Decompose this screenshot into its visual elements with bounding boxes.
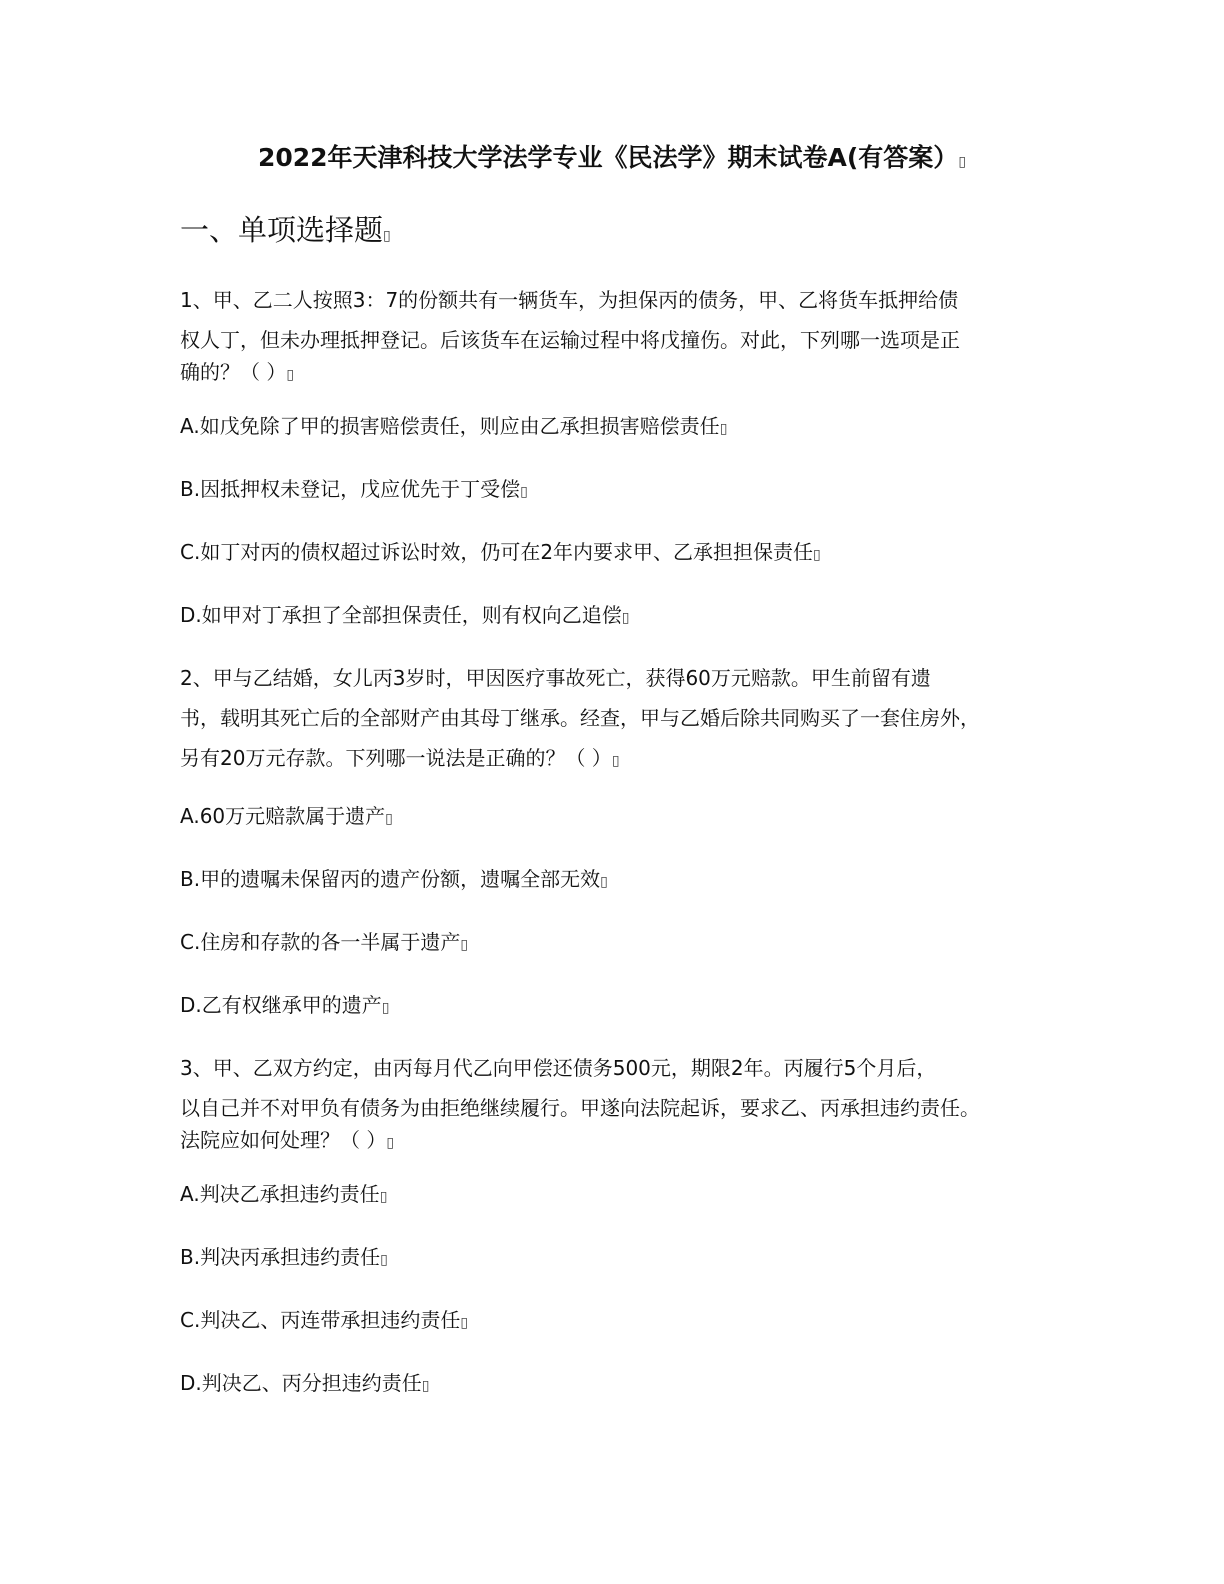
paragraph-mark-icon: ▯ [381, 1000, 390, 1016]
question-1-option-b [180, 473, 528, 508]
option-text: A.60万元赔款属于遗产 [180, 804, 386, 828]
option-text: B.因抵押权未登记，戊应优先于丁受偿 [180, 477, 521, 501]
option-text: C.判决乙、丙连带承担违约责任 [180, 1308, 461, 1332]
question-3-line-3-text: 法院应如何处理？（ ） [180, 1128, 387, 1152]
question-1-line-2: 权人丁，但未办理抵押登记。后该货车在运输过程中将戊撞伤。对此，下列哪一选项是正 [180, 328, 960, 352]
question-1-option-d [180, 599, 629, 634]
question-2-line-3-text: 另有20万元存款。下列哪一说法是正确的？（ ） [180, 746, 612, 770]
option-text: C.住房和存款的各一半属于遗产 [180, 930, 461, 954]
paragraph-mark-icon: ▯ [460, 937, 469, 953]
paragraph-mark-icon: ▯ [421, 1378, 430, 1394]
page-title [150, 138, 1074, 182]
paragraph-mark-icon: ▯ [383, 228, 391, 244]
section-heading [180, 208, 391, 258]
option-text: C.如丁对丙的债权超过诉讼时效，仍可在2年内要求甲、乙承担担保责任 [180, 540, 814, 564]
question-2-line-3 [180, 738, 1060, 781]
option-text: D.如甲对丁承担了全部担保责任，则有权向乙追偿 [180, 603, 622, 627]
question-3 [180, 1048, 1060, 1163]
paragraph-mark-icon: ▯ [379, 1189, 388, 1205]
question-1-option-a [180, 410, 727, 445]
question-2-option-b [180, 863, 608, 898]
paragraph-mark-icon: ▯ [386, 1135, 395, 1151]
question-2-line-1: 2、甲与乙结婚，女儿丙3岁时，甲因医疗事故死亡，获得60万元赔款。甲生前留有遗 [180, 666, 931, 690]
paragraph-mark-icon: ▯ [600, 874, 608, 890]
option-text: B.判决丙承担违约责任 [180, 1245, 381, 1269]
question-2-option-a [180, 800, 393, 835]
question-3-option-b [180, 1241, 388, 1276]
paragraph-mark-icon: ▯ [286, 367, 295, 383]
paragraph-mark-icon: ▯ [611, 753, 620, 769]
paragraph-mark-icon: ▯ [385, 811, 393, 827]
question-3-option-d [180, 1367, 429, 1402]
question-3-line-2: 以自己并不对甲负有债务为由拒绝继续履行。甲遂向法院起诉，要求乙、丙承担违约责任。 [180, 1096, 980, 1120]
paragraph-mark-icon: ▯ [380, 1252, 388, 1268]
question-1-line-3-text: 确的？（ ） [180, 360, 287, 384]
question-3-option-c [180, 1304, 468, 1339]
question-3-line-1: 3、甲、乙双方约定，由丙每月代乙向甲偿还债务500元，期限2年。丙履行5个月后， [180, 1056, 937, 1080]
option-text: D.判决乙、丙分担违约责任 [180, 1371, 422, 1395]
paragraph-mark-icon: ▯ [621, 610, 630, 626]
page-title-text: 2022年天津科技大学法学专业《民法学》期末试卷A(有答案） [257, 143, 959, 172]
paragraph-mark-icon: ▯ [520, 484, 528, 500]
question-3-option-a [180, 1178, 387, 1213]
question-1-option-c [180, 536, 821, 571]
question-2-option-c [180, 926, 468, 961]
question-1-line-1: 1、甲、乙二人按照3：7的份额共有一辆货车，为担保丙的债务，甲、乙将货车抵押给债 [180, 288, 959, 312]
option-text: D.乙有权继承甲的遗产 [180, 993, 382, 1017]
paragraph-mark-icon: ▯ [719, 421, 728, 437]
section-heading-text: 一、单项选择题 [180, 213, 384, 247]
question-2-option-d [180, 989, 389, 1024]
paragraph-mark-icon: ▯ [813, 547, 821, 563]
paragraph-mark-icon: ▯ [460, 1315, 469, 1331]
option-text: A.如戊免除了甲的损害赔偿责任，则应由乙承担损害赔偿责任 [180, 414, 720, 438]
question-1 [180, 280, 1060, 395]
option-text: B.甲的遗嘱未保留丙的遗产份额，遗嘱全部无效 [180, 867, 601, 891]
question-2 [180, 658, 1060, 781]
paragraph-mark-icon: ▯ [958, 154, 967, 170]
question-2-line-2: 书，载明其死亡后的全部财产由其母丁继承。经查，甲与乙婚后除共同购买了一套住房外， [180, 706, 980, 730]
option-text: A.判决乙承担违约责任 [180, 1182, 380, 1206]
